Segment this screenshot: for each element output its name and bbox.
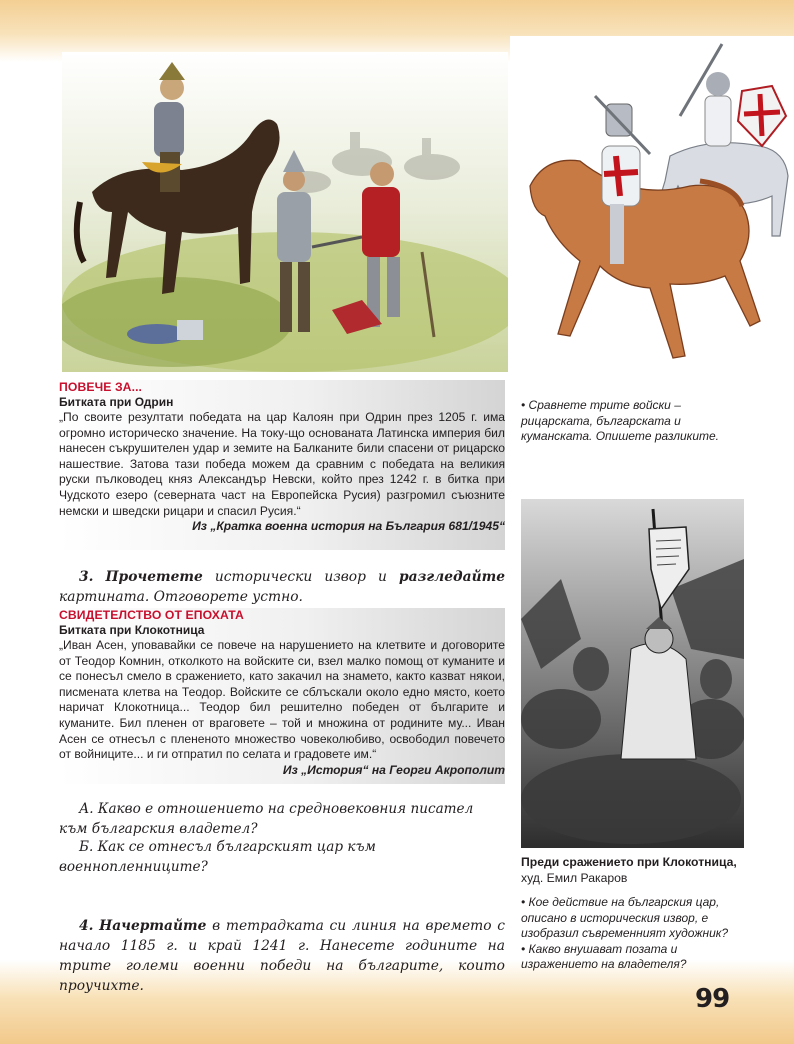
task-4-rest: в тетрадката си линия на времето с начало 1185 г. и край 1241 г. Нанесете годините на трите големи военни победи на българите, които проучихте.	[59, 918, 505, 994]
illustration-warriors	[62, 52, 508, 372]
page-number: 99	[695, 984, 730, 1014]
task-3	[59, 567, 505, 607]
caption-title: Преди сражението при Клокотница,	[521, 855, 737, 869]
side-note-compare: • Сравнете трите войски – рицарската, българската и куманската. Опишете разликите.	[521, 398, 720, 444]
task-3-verb-read: Прочетете	[105, 569, 203, 585]
task-4-verb: Начертайте	[99, 918, 207, 934]
box-text: „Иван Асен, уповавайки се повече на нарушението на клетвите и договорите от Теодор Комнин, отколкото на войските си, взел малко помощ от куманите и се понесъл смело в сражението, като закачил на знамето, както казват някои, писмената клетва на Теодор. Войските се сблъскали около едно място, което наричат Клокотница... Теодор бил решително победен от българите и куманите. Бил пленен от враговете – той и множина от родините му... Иван Асен се отнесъл с плененото множество човеколюбиво, освободил повечето от войниците... и ги отпратил по селата и градовете им.“	[59, 638, 505, 762]
painting-klokotnitsa	[521, 499, 744, 848]
side-note-painting	[521, 895, 735, 973]
question-b: Б. Как се отнесъл българският цар към военнопленниците?	[59, 839, 376, 875]
box-source: Из „История“ на Георги Акрополит	[282, 762, 505, 777]
side-note-question-1: • Кое действие на българския цар, описано в историческия извор, е изобразил съвременният художник?	[521, 895, 729, 941]
box-subheading: Битката при Одрин	[59, 395, 174, 409]
illustration-knights	[510, 36, 794, 388]
box-text: „По своите резултати победата на цар Калоян при Одрин през 1205 г. има огромно историческо значение. На току-що основаната Латинска империя бил нанесен съкрушителен удар и земите на Балканите били спасени от рицарско нашествие. Затова тази победа можем да сравним с победата на великия руски пълководец княз Александър Невски, който през 1242 г. в битка при Чудското езеро (северната част на Европейска Русия) разгромил съюзните немски и шведски рицари и спасил Русия.“	[59, 410, 505, 518]
box-subheading: Битката при Клокотница	[59, 623, 205, 637]
box-source: Из „Кратка военна история на България 681/1945“	[192, 519, 505, 534]
task-3-rest: картината. Отговорете устно.	[59, 589, 303, 605]
testimony-box	[59, 608, 505, 777]
question-a: А. Какво е отношението на средновековния писател към българския владетел?	[59, 801, 474, 837]
painting-caption	[521, 855, 741, 886]
box-heading: СВИДЕТЕЛСТВО ОТ ЕПОХАТА	[59, 608, 244, 622]
side-note-question-2: • Какво внушават позата и изражението на владетеля?	[521, 941, 687, 972]
task-4-number: 4.	[79, 918, 94, 934]
more-about-box	[59, 380, 505, 533]
box-heading: ПОВЕЧЕ ЗА...	[59, 380, 143, 394]
task-3-mid: исторически извор и	[202, 569, 400, 585]
task-4	[59, 916, 505, 996]
task-3-verb-view: разгледайте	[399, 569, 505, 585]
task-3-number: 3.	[79, 569, 94, 585]
caption-author: худ. Емил Ракаров	[521, 870, 628, 885]
